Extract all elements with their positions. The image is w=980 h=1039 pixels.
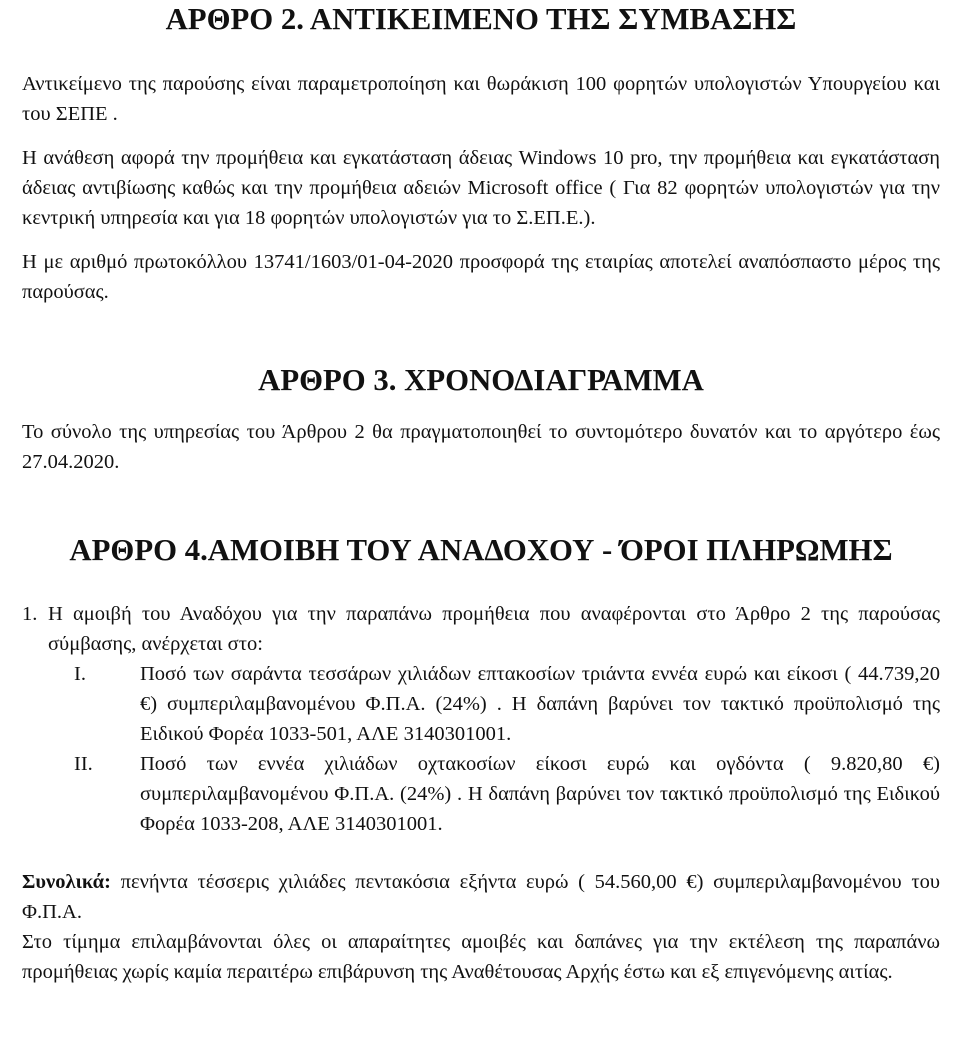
- article-3-heading: ΑΡΘΡΟ 3. ΧΡΟΝΟΔΙΑΓΡΑΜΜΑ: [258, 363, 704, 397]
- payment-total-text: πενήντα τέσσερις χιλιάδες πεντακόσια εξήντα ευρώ ( 54.560,00 €) συμπεριλαμβανομένου του Φ.Π.Α.: [22, 871, 940, 923]
- payment-total: [22, 867, 940, 927]
- payment-subitem-2-numeral: II.: [74, 753, 93, 775]
- article-2-heading: ΑΡΘΡΟ 2. ΑΝΤΙΚΕΙΜΕΝΟ ΤΗΣ ΣΥΜΒΑΣΗΣ: [165, 2, 797, 36]
- payment-item-1: [22, 599, 940, 659]
- document-page: [22, 0, 940, 987]
- payment-item-1-text: Η αμοιβή του Αναδόχου για την παραπάνω προμήθεια που αναφέρονται στο Άρθρο 2 της παρούσας σύμβασης, ανέρχεται στο:: [48, 603, 940, 655]
- payment-subitem-1-text: Ποσό των σαράντα τεσσάρων χιλιάδων επτακοσίων τριάντα εννέα ευρώ και είκοσι ( 44.739,20 €) συμπεριλαμβανομένου Φ.Π.Α. (24%) . Η δαπάνη βαρύνει τον τακτικό προϋπολισμό της Ειδικού Φορέα 1033-501, ΑΛΕ 3140301001.: [140, 663, 940, 745]
- article-2-paragraph-2: Η ανάθεση αφορά την προμήθεια και εγκατάσταση άδειας Windows 10 pro, την προμήθεια και εγκατάσταση άδειας αντιβίωσης καθώς και την προμήθεια αδειών Microsoft office ( Για 82 φορητών υπολογιστών για την κεντρική υπηρεσία και για 18 φορητών υπολογιστών για το Σ.ΕΠ.Ε.).: [22, 147, 940, 229]
- payment-subitem-2-text: Ποσό των εννέα χιλιάδων οχτακοσίων είκοσι ευρώ και ογδόντα ( 9.820,80 €) συμπεριλαμβανομένου Φ.Π.Α. (24%) . Η δαπάνη βαρύνει τον τακτικό προϋπολισμό της Ειδικού Φορέα 1033-208, ΑΛΕ 3140301001.: [140, 753, 940, 835]
- payment-subitem-1: [22, 659, 940, 749]
- payment-subitem-2: [22, 749, 940, 839]
- article-3-paragraph: Το σύνολο της υπηρεσίας του Άρθρου 2 θα πραγματοποιηθεί το συντομότερο δυνατόν και το αργότερο έως 27.04.2020.: [22, 421, 940, 473]
- article-4-heading: ΑΡΘΡΟ 4.ΑΜΟΙΒΗ ΤΟΥ ΑΝΑΔΟΧΟΥ - ΌΡΟΙ ΠΛΗΡΩΜΗΣ: [69, 533, 893, 567]
- article-2-paragraph-1: Αντικείμενο της παρούσης είναι παραμετροποίηση και θωράκιση 100 φορητών υπολογιστών Υπουργείου και του ΣΕΠΕ .: [22, 73, 940, 125]
- payment-subitem-1-numeral: I.: [74, 663, 86, 685]
- payment-total-label: Συνολικά:: [22, 871, 111, 893]
- payment-item-1-number: 1.: [22, 603, 38, 625]
- article-2-paragraph-3: Η με αριθμό πρωτοκόλλου 13741/1603/01-04-2020 προσφορά της εταιρίας αποτελεί αναπόσπαστο μέρος της παρούσας.: [22, 251, 940, 303]
- payment-closing-paragraph: Στο τίμημα επιλαμβάνονται όλες οι απαραίτητες αμοιβές και δαπάνες για την εκτέλεση της παραπάνω προμήθειας χωρίς καμία περαιτέρω επιβάρυνση της Αναθέτουσας Αρχής έστω και εξ επιγενόμενης αιτίας.: [22, 931, 940, 983]
